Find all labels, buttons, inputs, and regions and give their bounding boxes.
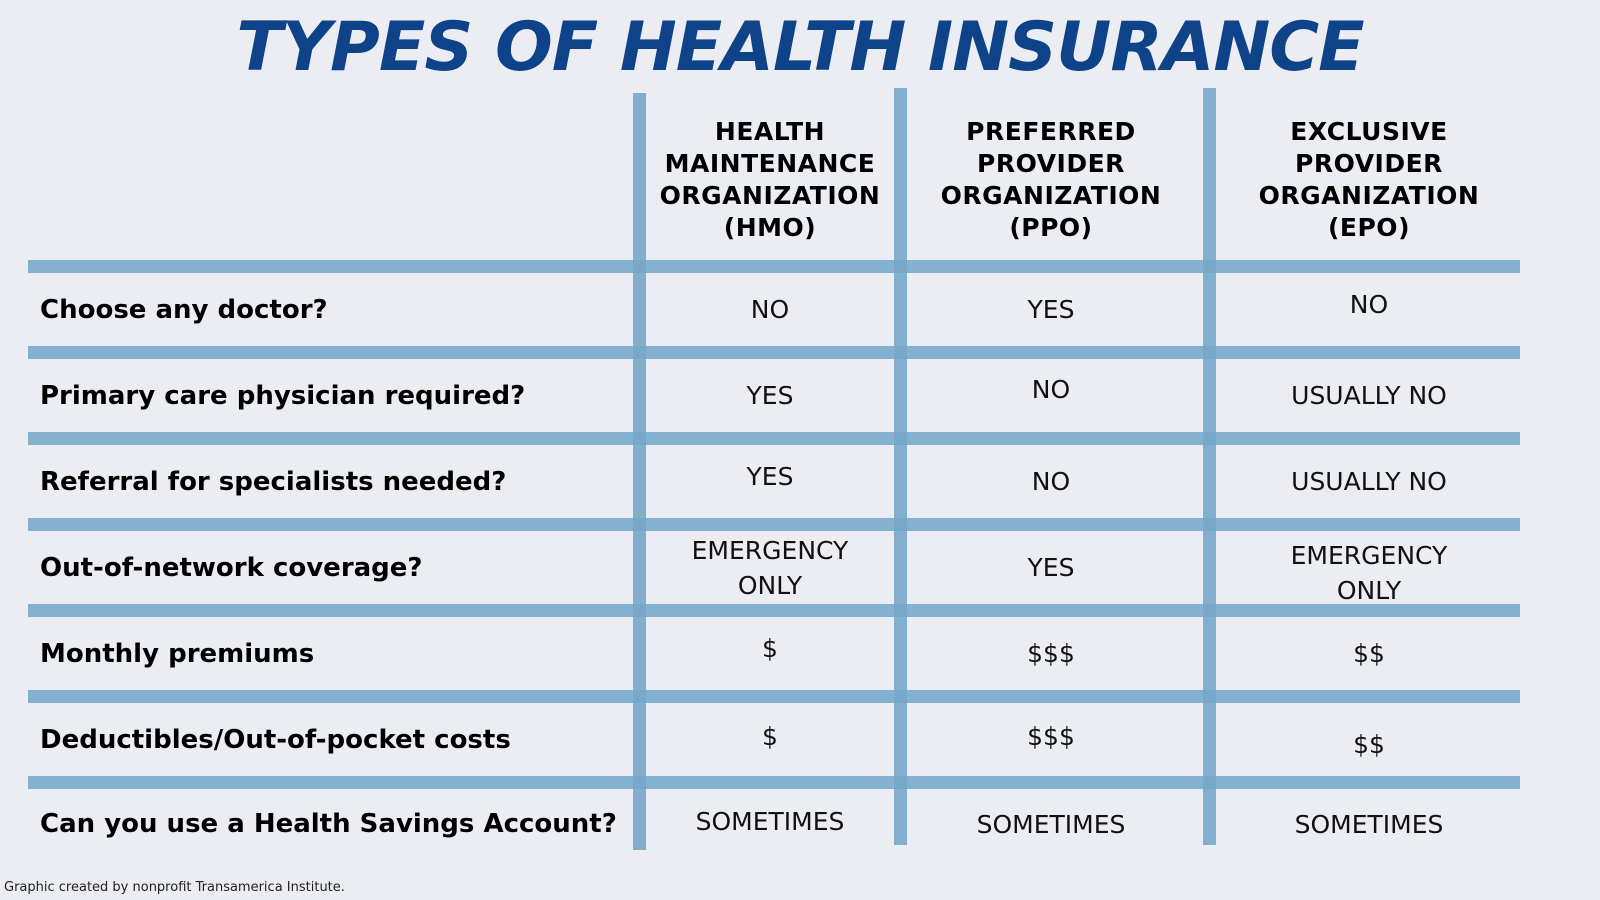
row-label-hsa: Can you use a Health Savings Account? bbox=[40, 809, 617, 839]
row-divider bbox=[28, 346, 1520, 359]
table-cell: YES bbox=[746, 462, 794, 491]
table-cell: NO bbox=[1349, 290, 1389, 319]
column-header-epo: EXCLUSIVE PROVIDER ORGANIZATION (EPO) bbox=[1258, 117, 1480, 242]
table-cell: $$$ bbox=[1027, 639, 1075, 668]
table-cell: USUALLY NO bbox=[1291, 381, 1447, 410]
row-label-pcp-required: Primary care physician required? bbox=[40, 380, 526, 411]
table-cell: USUALLY NO bbox=[1291, 467, 1447, 496]
row-divider bbox=[28, 518, 1520, 531]
row-label-monthly-premiums: Monthly premiums bbox=[40, 638, 315, 669]
table-cell: SOMETIMES bbox=[1294, 809, 1444, 839]
table-cell: $ bbox=[762, 634, 778, 663]
table-cell: YES bbox=[746, 381, 794, 410]
column-header-hmo: HEALTH MAINTENANCE ORGANIZATION (HMO) bbox=[659, 117, 881, 242]
table-cell: NO bbox=[1031, 375, 1071, 404]
table-cell: $$ bbox=[1353, 639, 1385, 668]
table-cell: YES bbox=[1027, 553, 1075, 582]
column-header-ppo: PREFERRED PROVIDER ORGANIZATION (PPO) bbox=[940, 117, 1162, 242]
table-cell: $$$ bbox=[1027, 722, 1075, 751]
row-label-referral: Referral for specialists needed? bbox=[40, 466, 507, 497]
table-cell: SOMETIMES bbox=[976, 809, 1126, 839]
row-label-out-of-network: Out-of-network coverage? bbox=[40, 552, 423, 583]
footer-credit: Graphic created by nonprofit Transamerica Institute. bbox=[4, 880, 345, 895]
table-cell: YES bbox=[1027, 295, 1075, 324]
table-cell: EMERGENCY ONLY bbox=[691, 535, 849, 600]
table-cell: EMERGENCY ONLY bbox=[1290, 540, 1448, 605]
table-cell: SOMETIMES bbox=[695, 806, 845, 836]
table-cell: $ bbox=[762, 722, 778, 751]
row-label-deductibles: Deductibles/Out-of-pocket costs bbox=[40, 724, 511, 755]
table-cell: NO bbox=[750, 295, 790, 324]
page-title: TYPES OF HEALTH INSURANCE bbox=[236, 8, 1364, 87]
row-label-choose-doctor: Choose any doctor? bbox=[40, 294, 328, 325]
table-cell: NO bbox=[1031, 467, 1071, 496]
table-cell: $$ bbox=[1353, 730, 1385, 759]
